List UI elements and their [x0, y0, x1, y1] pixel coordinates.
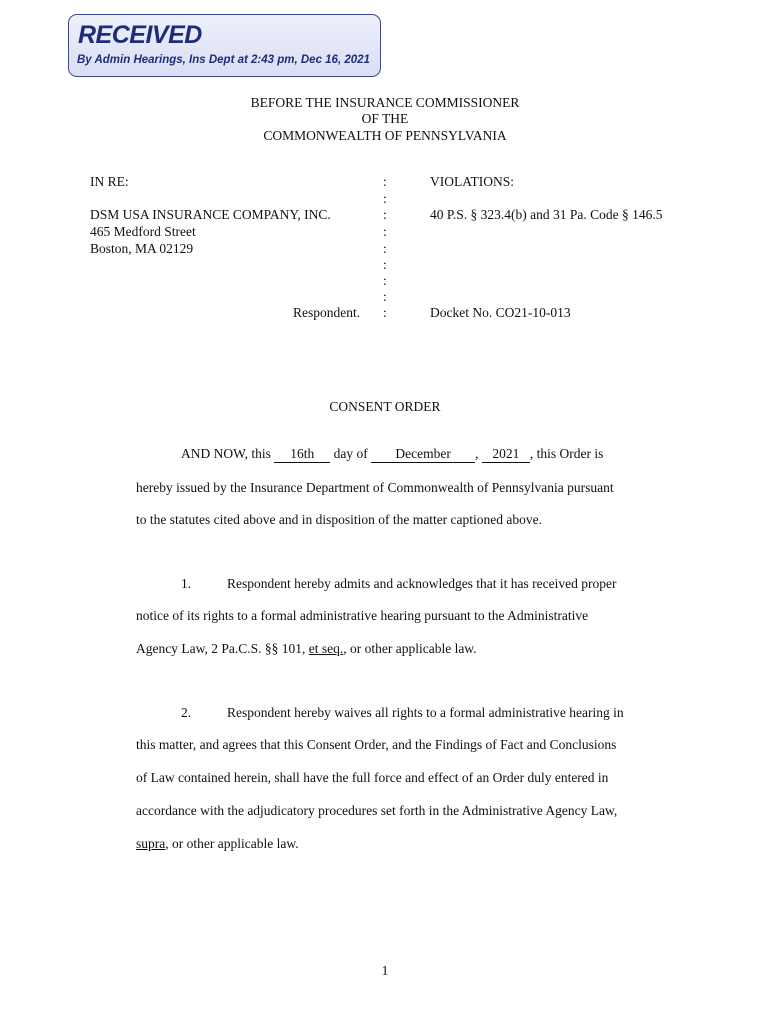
p1-text-a: Agency Law, 2 Pa.C.S. §§ 101, — [136, 641, 306, 656]
violations-label: VIOLATIONS: — [430, 174, 514, 189]
paragraph-2-line-1: Respondent hereby waives all rights to a formal administrative hearing in — [227, 705, 624, 720]
year-field: 2021 — [482, 447, 530, 463]
company-name: DSM USA INSURANCE COMPANY, INC. — [90, 207, 331, 222]
caption-colon: : — [383, 174, 387, 189]
paragraph-1-line-3 — [136, 642, 477, 656]
header-line-1: BEFORE THE INSURANCE COMMISSIONER — [250, 95, 520, 110]
month-field: December — [371, 447, 475, 463]
caption-colon: : — [383, 289, 387, 304]
received-stamp — [68, 14, 381, 77]
p1-et-seq: et seq. — [308, 641, 344, 656]
header-line-3: COMMONWEALTH OF PENNSYLVANIA — [263, 128, 507, 143]
paragraph-2-number: 2. — [181, 705, 192, 720]
paragraph-1-number: 1. — [181, 576, 192, 591]
intro-day-of: day of — [333, 446, 368, 461]
stamp-title: RECEIVED — [78, 21, 202, 49]
p2-text-b: , or other applicable law. — [165, 836, 299, 851]
docket-number: Docket No. CO21-10-013 — [430, 305, 571, 320]
p1-text-b: , or other applicable law. — [343, 641, 477, 656]
caption-colon: : — [383, 207, 387, 222]
company-address-city: Boston, MA 02129 — [90, 241, 194, 256]
caption-colon: : — [383, 191, 387, 206]
order-intro-line-3: to the statutes cited above and in disposition of the matter captioned above. — [136, 512, 543, 527]
company-address-street: 465 Medford Street — [90, 224, 196, 239]
caption-colon: : — [383, 305, 387, 320]
order-intro-line-2: hereby issued by the Insurance Department of Commonwealth of Pennsylvania pursuant — [136, 480, 614, 495]
paragraph-1-line-1: Respondent hereby admits and acknowledges that it has received proper — [227, 576, 617, 591]
caption-colon: : — [383, 257, 387, 272]
caption-colon: : — [383, 241, 387, 256]
day-field: 16th — [274, 447, 330, 463]
intro-suffix: , this Order is — [529, 446, 604, 461]
stamp-subtitle: By Admin Hearings, Ins Dept at 2:43 pm, Dec 16, 2021 — [77, 54, 370, 66]
header-line-2: OF THE — [361, 111, 409, 126]
p2-supra: supra — [136, 836, 166, 851]
paragraph-1-line-2: notice of its rights to a formal administrative hearing pursuant to the Administrative — [136, 608, 589, 623]
page-number: 1 — [381, 963, 389, 978]
caption-colon: : — [383, 224, 387, 239]
intro-comma: , — [475, 446, 479, 461]
violations-text: 40 P.S. § 323.4(b) and 31 Pa. Code § 146.5 — [430, 207, 663, 222]
paragraph-2-line-4: accordance with the adjudicatory procedures set forth in the Administrative Agency Law, — [136, 803, 618, 818]
intro-prefix: AND NOW, this — [181, 446, 271, 461]
caption-colon: : — [383, 273, 387, 288]
paragraph-2-line-2: this matter, and agrees that this Consent Order, and the Findings of Fact and Conclusions — [136, 737, 617, 752]
in-re-label: IN RE: — [90, 174, 129, 189]
order-intro-line-1 — [181, 447, 603, 463]
paragraph-2-line-5 — [136, 837, 299, 851]
order-title: CONSENT ORDER — [329, 399, 441, 414]
paragraph-2-line-3: of Law contained herein, shall have the full force and effect of an Order duly entered in — [136, 770, 609, 785]
respondent-label: Respondent. — [293, 305, 361, 320]
